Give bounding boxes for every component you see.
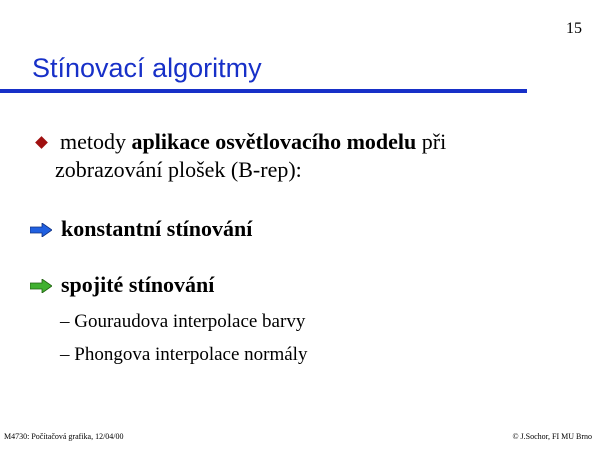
bullet-smooth-label: spojité stínování (61, 272, 215, 297)
bullet-intro-line2: zobrazování plošek (B-rep): (55, 157, 302, 182)
arrow-right-icon (30, 279, 52, 293)
bullet-intro-line1 (35, 129, 575, 155)
footer-author: © J.Sochor, FI MU Brno (512, 432, 592, 441)
title-underline (0, 89, 527, 93)
bullet-intro-suffix: při (416, 129, 447, 154)
footer-course: M4730: Počítačová grafika, 12/04/00 (4, 432, 124, 441)
bullet-intro-prefix: metody (60, 129, 132, 154)
bullet-intro (35, 129, 575, 183)
subitem-phong: – Phongova interpolace normály (60, 344, 308, 365)
bullet-constant-label: konstantní stínování (61, 216, 253, 241)
page-number: 15 (566, 20, 582, 37)
bullet-intro-bold: aplikace osvětlovacího modelu (131, 129, 417, 154)
arrow-right-icon (30, 223, 52, 237)
subitem-gouraud: – Gouraudova interpolace barvy (60, 311, 306, 332)
slide-title: Stínovací algoritmy (32, 53, 262, 83)
